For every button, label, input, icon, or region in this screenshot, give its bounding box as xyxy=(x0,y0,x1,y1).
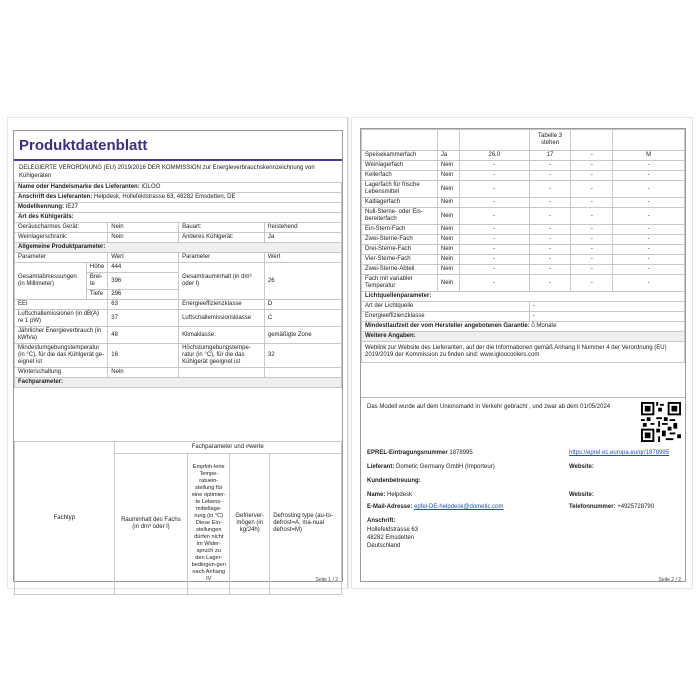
winter-row: Winterschaltung Nein xyxy=(15,368,342,378)
fach-cell: - xyxy=(571,208,613,225)
anschrift-line: Hollefeldstrasse 63 xyxy=(367,527,419,533)
fach-cell: - xyxy=(529,225,571,235)
page-title: Produktdatenblatt xyxy=(19,137,148,154)
fach-cell: - xyxy=(613,225,685,235)
page-1-frame xyxy=(13,130,343,582)
fach-cell: 17 xyxy=(529,151,571,161)
general-header-row: Parameter Wert Parameter Wert xyxy=(15,253,342,263)
fach-row xyxy=(362,181,685,198)
fach-cell: - xyxy=(571,151,613,161)
fach-cell: - xyxy=(571,161,613,171)
fach-cell: - xyxy=(529,275,571,292)
page-2-frame xyxy=(360,128,686,582)
fach-cell: - xyxy=(459,235,529,245)
page-number: Seite 1 / 2 xyxy=(315,577,338,583)
fach-cell: Ja xyxy=(437,151,459,161)
page-2 xyxy=(352,118,692,588)
fach-cell: - xyxy=(571,255,613,265)
page-divider xyxy=(347,118,348,588)
fach-cell: - xyxy=(459,161,529,171)
light-row: Art der Lichtquelle - xyxy=(362,302,685,312)
light-row: Energieeffizienzklasse - xyxy=(362,312,685,322)
fach-cell: Nein xyxy=(437,208,459,225)
fach-cell: - xyxy=(529,245,571,255)
fach-cell: - xyxy=(529,181,571,198)
brand-row: Name oder Handelsmarke des Lieferanten: IGLOO xyxy=(15,183,342,193)
fach-group-header: Fachparameter und #werte xyxy=(114,442,341,454)
fach-cell: - xyxy=(459,265,529,275)
email-link[interactable]: epfel-DE-helpdesk@dometic.com xyxy=(414,504,504,510)
website-label-2: Website: xyxy=(569,492,594,498)
fach-cell: M xyxy=(613,151,685,161)
fach-cell: Nein xyxy=(437,275,459,292)
fach-cell: Zwei-Sterne-Abteil xyxy=(362,265,438,275)
model-row: Modellkennung: IE27 xyxy=(15,203,342,213)
fach-cell: Nein xyxy=(437,161,459,171)
fach-cell: - xyxy=(459,225,529,235)
fach-cell: Nein xyxy=(437,245,459,255)
name-row: Name: Helpdesk xyxy=(367,492,413,498)
fach-cell: - xyxy=(571,275,613,292)
fach-cell: Fach mit variabler Temperatur xyxy=(362,275,438,292)
email-row: E-Mail-Adresse: epfel-DE-helpdesk@dometic.com xyxy=(367,504,504,510)
fach-row xyxy=(362,151,685,161)
fach-cell: - xyxy=(529,198,571,208)
fach-cell: Lagerfach für frische Lebensmittel xyxy=(362,181,438,198)
fach-row xyxy=(362,198,685,208)
anschrift-line: 48282 Emsdetten xyxy=(367,535,415,541)
fach-row xyxy=(362,208,685,225)
type-row: Geräuscharmes Gerät: Nein Bauart: freistehend xyxy=(15,223,342,233)
address-row: Anschrift des Lieferanten: Helpdesk, Hollefeldstrasse 63, 48282 Emsdetten, DE xyxy=(15,193,342,203)
fach-cell: - xyxy=(613,235,685,245)
dims-row: Brei-te 396 xyxy=(15,273,342,290)
fach-cell: Null-Sterne- oder Eis-bereiterfach xyxy=(362,208,438,225)
fach-cell: - xyxy=(613,198,685,208)
fach-cell: - xyxy=(571,198,613,208)
type-heading: Art des Kühlgeräts: xyxy=(15,213,342,223)
fach-cell: Ein-Stern-Fach xyxy=(362,225,438,235)
fach-cell: Vier-Sterne-Fach xyxy=(362,255,438,265)
param-row: Luftschallemissionen (in dB(A) re 1 pW) 37 Luftschallemissionsklasse C xyxy=(15,310,342,327)
col-temperatur: Empfoh-lene Tempe-ratuein-stellung für eine optimier-te Lebens-mittellage-rung (in °C) Diese Ein-stellungen dürfen nicht im Wider-spruch zu den Lager-bedingun-gen nach Anhang IV xyxy=(188,453,230,594)
param-row: Jährlicher Energieverbrauch (in kWh/a) 48 Klimaklasse: gemäßigte Zone xyxy=(15,327,342,344)
fach-cell: - xyxy=(529,265,571,275)
table-note: Tabelle 3 stehen xyxy=(529,130,571,151)
fach-cell: - xyxy=(571,235,613,245)
fach-row xyxy=(362,255,685,265)
fach-cell: - xyxy=(613,181,685,198)
anschrift-line: Deutschland xyxy=(367,543,401,549)
fach-cell: - xyxy=(459,198,529,208)
fach-cell: Kaltlagerfach xyxy=(362,198,438,208)
fach-cell: Zwei-Sterne-Fach xyxy=(362,235,438,245)
fach-cell: Speisekammerfach xyxy=(362,151,438,161)
title-rule xyxy=(14,159,342,161)
fach-cell: Nein xyxy=(437,225,459,235)
fach-cell: Nein xyxy=(437,265,459,275)
fach-cell: - xyxy=(613,265,685,275)
param-row: EEI 63 Energieeffizienzklasse D xyxy=(15,300,342,310)
fach-cell: Kellerfach xyxy=(362,171,438,181)
more-text: Weblink zur Website des Lieferanten, auf der die Informationen gemäß Anhang II Nummer 4 der Verordnung (EU) 2019/2019 der Kommission zu finden sind: www.igloocoolers.com xyxy=(362,342,685,363)
phone-row: Telefonnummer: +4925728790 xyxy=(569,504,655,510)
fach-cell: - xyxy=(459,208,529,225)
website-label: Website: xyxy=(569,464,594,470)
fach-row xyxy=(362,235,685,245)
col-gefriervermoegen: Gefrierver-mögen (in kg/24h) xyxy=(230,453,270,594)
dims-row: Gesamtabmessungen (in Millimeter) Höhe 444 Gesamtrauminhalt (in dm³ oder l) 26 xyxy=(15,263,342,273)
fachtyp-cell: Fachtyp xyxy=(15,442,115,595)
fach-cell: - xyxy=(613,245,685,255)
fach-cell: - xyxy=(613,275,685,292)
more-heading: Weitere Angaben: xyxy=(362,332,685,342)
fach-cell: - xyxy=(613,208,685,225)
fach-cell: Drei-Sterne-Fach xyxy=(362,245,438,255)
eprel-link[interactable]: https://eprel.ec.europa.eu/qr/1878995 xyxy=(569,450,670,456)
col-defrost: Defrosting type (au-to-defrost=A, ma-nual defrost=M) xyxy=(270,453,342,594)
fach-cell: - xyxy=(613,161,685,171)
type-row: Weinlagerschrank: Nein Anderes Kühlgerät: Ja xyxy=(15,233,342,243)
fach-cell: - xyxy=(571,245,613,255)
param-row: Mindestumgebungstemperatur (in °C), für die das Kühlgerät ge-eignet ist 16 Höchstumgebungstempe-ratur (in °C), für die das Kühlgerät geeignet ist 32 xyxy=(15,344,342,368)
fach-cell: Nein xyxy=(437,235,459,245)
fach-row xyxy=(362,265,685,275)
fach-cell: - xyxy=(459,245,529,255)
fach-cell: - xyxy=(459,181,529,198)
fach-cell: - xyxy=(571,265,613,275)
market-text: Das Modell wurde auf dem Unionsmarkt in Verkehr gebracht , und zwar ab dem 01/05/2024 xyxy=(367,404,611,410)
fach-cell: Nein xyxy=(437,198,459,208)
fach-cell: Nein xyxy=(437,181,459,198)
general-heading: Allgemeine Produktparameter: xyxy=(15,243,342,253)
fach-cell: Weinlagerfach xyxy=(362,161,438,171)
supplier-row: Lieferant: Dometic Germany GmbH (Importeur) xyxy=(367,464,495,470)
fach-cell: - xyxy=(571,171,613,181)
dims-row: Tiefe 296 xyxy=(15,290,342,300)
warranty-row: Mindestlaufzeit der vom Hersteller angebotenen Garantie: 0 Monate xyxy=(362,322,685,332)
fach-values-table xyxy=(361,129,685,363)
eprel-row: EPREL-Eintragungsnummer 1878995 xyxy=(367,450,473,456)
light-heading: Lichtquellenparameter: xyxy=(362,292,685,302)
supplier-info xyxy=(361,397,685,578)
fach-cell: - xyxy=(529,255,571,265)
fach-cell: - xyxy=(613,255,685,265)
fach-cell: - xyxy=(529,208,571,225)
page-number: Seite 2 / 2 xyxy=(658,577,681,583)
product-table xyxy=(14,182,342,388)
regulation-intro: DELEGIERTE VERORDNUNG (EU) 2019/2016 DER KOMMISSION zur Energieverbrauchskennzeichnung von Kühlgeräten xyxy=(19,165,315,179)
fach-cell: - xyxy=(613,171,685,181)
col-rauminhalt: Rauminhalt des Fachs (in dm³ oder l) xyxy=(114,453,188,594)
fach-cell: - xyxy=(529,161,571,171)
fach-row xyxy=(362,225,685,235)
page-1 xyxy=(8,118,348,588)
fach-heading: Fachparameter: xyxy=(15,378,342,388)
fach-cell: - xyxy=(571,181,613,198)
qr-code xyxy=(641,402,681,442)
fach-cell: - xyxy=(459,275,529,292)
fach-cell: - xyxy=(571,225,613,235)
fach-row xyxy=(362,245,685,255)
fach-param-table xyxy=(14,441,342,595)
fach-cell: Nein xyxy=(437,171,459,181)
fach-row xyxy=(362,171,685,181)
fach-cell: - xyxy=(529,235,571,245)
fach-cell: - xyxy=(459,255,529,265)
anschrift-label: Anschrift: xyxy=(367,518,396,524)
fach-cell: 26,0 xyxy=(459,151,529,161)
fach-row xyxy=(362,161,685,171)
customer-heading: Kundenbetreuung: xyxy=(367,478,421,484)
fach-cell: Nein xyxy=(437,255,459,265)
fach-cell: - xyxy=(529,171,571,181)
fach-row xyxy=(362,275,685,292)
fach-cell: - xyxy=(459,171,529,181)
